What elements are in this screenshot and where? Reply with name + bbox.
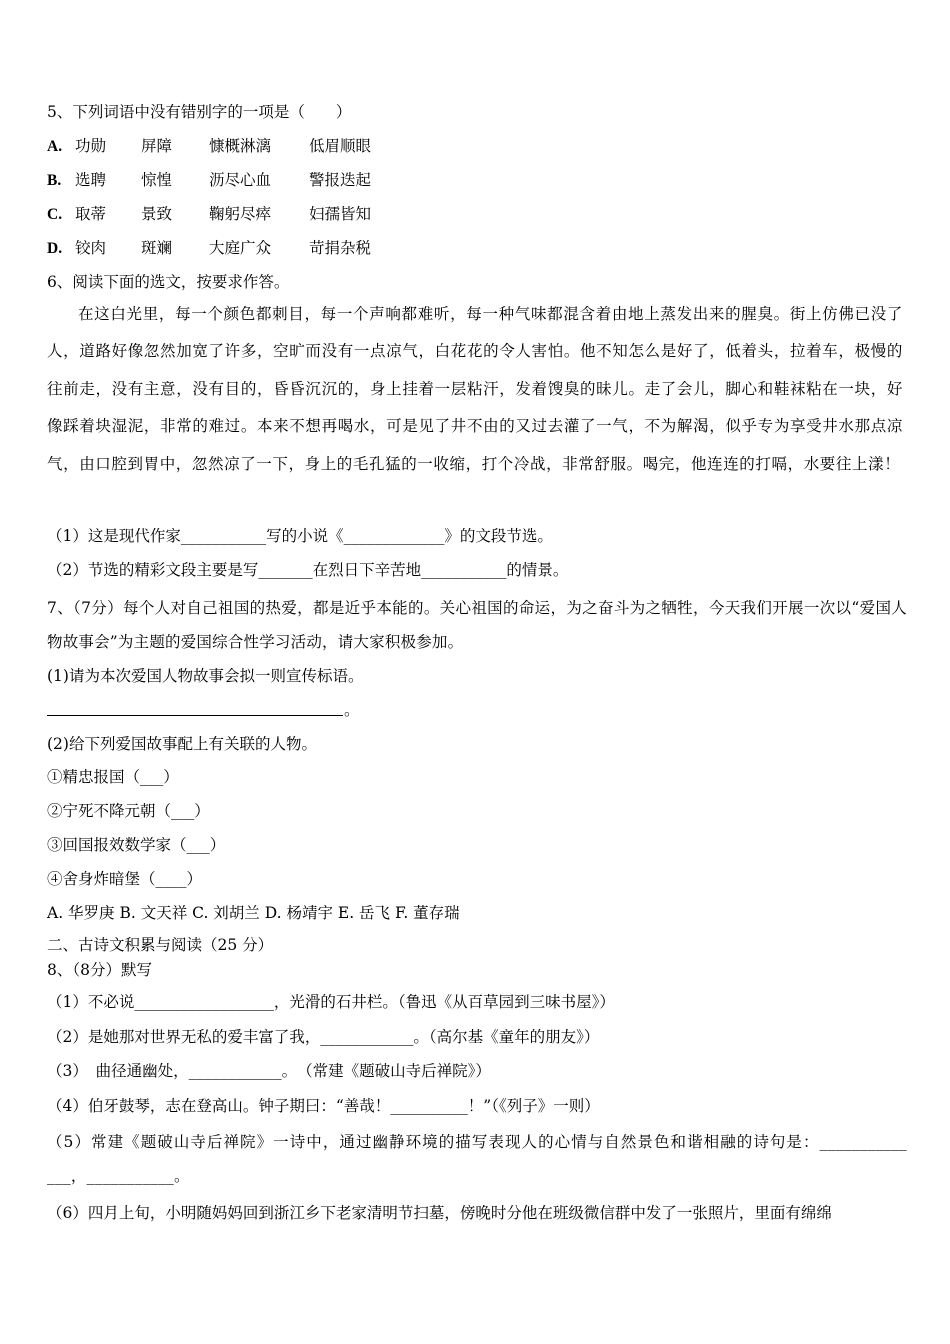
q7-item-1: ①精忠报国（___） [47,768,179,786]
q8-line-5: （5）常建《题破山寺后禅院》一诗中，通过幽静环境的描写表现人的心情与自然景色和谐相融的诗句是：___________ ___，___________。 [47,1133,907,1185]
q7-item-4: ④舍身炸暗堡（____） [47,870,203,888]
q7-choices: A. 华罗庚 B. 文天祥 C. 刘胡兰 D. 杨靖宇 E. 岳飞 F. 董存瑞 [47,904,460,922]
q8-line-4: （4）伯牙鼓琴，志在登高山。钟子期曰：“善哉！__________！”（《列子》一则） [47,1097,600,1115]
q8-stem: 8、（8分）默写 [47,961,152,979]
q5-option-b: B. 选聘 惊惶 沥尽心血 警报迭起 [47,171,372,189]
q8-line-2: （2）是她那对世界无私的爱丰富了我，____________。（高尔基《童年的朋友》） [47,1028,600,1046]
q5-option-d: D. 铰肉 斑斓 大庭广众 苛捐杂税 [47,239,372,257]
q5-option-c: C. 取蒂 景致 鞠躬尽瘁 妇孺皆知 [47,205,372,223]
q7-stem: 7、（7分）每个人对自己祖国的热爱，都是近乎本能的。关心祖国的命运，为之奋斗为之牺牲，今天我们开展一次以“爱国人物故事会”为主题的爱国综合性学习活动，请大家积极参加。 [47,599,907,651]
q6-passage: 在这白光里，每一个颜色都刺目，每一个声响都难听，每一种气味都混含着由地上蒸发出来的腥臭。街上仿佛已没了人，道路好像忽然加宽了许多，空旷而没有一点凉气，白花花的令人害怕。他不知怎么是好了，低着头，拉着车，极慢的往前走，没有主意，没有目的，昏昏沉沉的，身上挂着一层粘汗，发着馊臭的昧儿。走了会儿，脚心和鞋袜粘在一块，好像踩着块湿泥，非常的难过。本来不想再喝水，可是见了井不由的又过去灌了一气，不为解渴，似乎专为享受井水那点凉气，由口腔到胃中，忽然凉了一下，身上的毛孔猛的一收缩，打个冷战，非常舒服。喝完，他连连的打嗝，水要往上漾！ [47,305,903,473]
q7-item-3: ③回国报效数学家（___） [47,836,226,854]
q6-sub2: （2）节选的精彩文段主要是写_______在烈日下辛苦地___________的情景。 [47,561,569,579]
q5-stem: 5、下列词语中没有错别字的一项是（ ） [47,103,352,121]
q8-line-3: （3） 曲径通幽处，____________。 （常建《题破山寺后禅院》） [47,1062,491,1080]
section-2-heading: 二、古诗文积累与阅读（25 分） [47,936,274,954]
q6-sub1: （1）这是现代作家___________写的小说《_____________》的文段节选。 [47,527,553,545]
q7-sub2: (2)给下列爱国故事配上有关联的人物。 [47,735,317,753]
q7-sub1-end: 。 [344,701,360,719]
q7-answer-line [47,715,343,716]
q5-option-a: A. 功勋 屏障 慷概淋漓 低眉顺眼 [47,137,372,155]
q7-item-2: ②宁死不降元朝（___） [47,802,210,820]
q7-sub1: (1)请为本次爱国人物故事会拟一则宣传标语。 [47,667,364,685]
q6-stem: 6、阅读下面的选文，按要求作答。 [47,273,290,291]
q8-line-6: （6）四月上旬，小明随妈妈回到浙江乡下老家清明节扫墓，傍晚时分他在班级微信群中发了一张照片，里面有绵绵 [47,1204,832,1222]
q8-line-1: （1）不必说__________________，光滑的石井栏。（鲁迅《从百草园到三味书屋》） [47,993,615,1011]
